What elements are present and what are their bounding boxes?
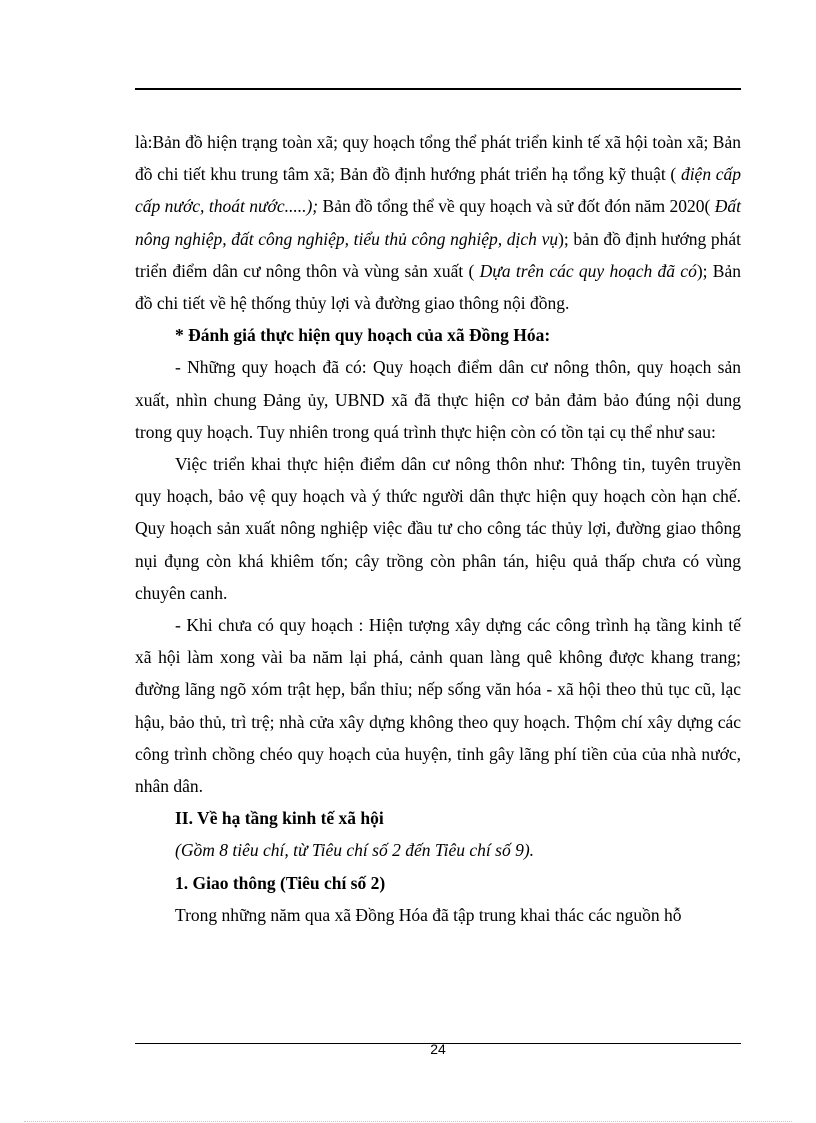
paragraph	[135, 834, 741, 866]
paragraph	[135, 609, 741, 802]
text-run: (Gồm 8 tiêu chí, từ Tiêu chí số 2 đến Tiêu chí số 9).	[175, 840, 535, 861]
paragraph	[135, 867, 741, 899]
text-run: Đất nông nghiệp, đất công nghiệp, tiểu thủ công nghiệp, dịch vụ	[135, 196, 741, 249]
paragraph	[135, 899, 741, 931]
paragraph	[135, 802, 741, 834]
text-run: * Đánh giá thực hiện quy hoạch của xã Đồng Hóa:	[175, 325, 551, 346]
text-run: II. Về hạ tầng kinh tế xã hội	[175, 808, 384, 829]
page-boundary	[24, 1121, 792, 1122]
paragraph	[135, 448, 741, 609]
paragraph	[135, 319, 741, 351]
text-run: Việc triển khai thực hiện điểm dân cư nông thôn như: Thông tin, tuyên truyền quy hoạch, bảo vệ quy hoạch và ý thức người dân thực hiện quy hoạch còn hạn chế. Quy hoạch sản xuất nông nghiệp việc đầu tư cho công tác thủy lợi, đường giao thông nụi đụng còn khá khiêm tốn; cây trồng còn phân tán, hiệu quả thấp chưa có vùng chuyên canh.	[135, 454, 741, 603]
page-number: 24	[430, 1041, 446, 1057]
text-run: điện cấp cấp nước, thoát nước.....);	[135, 164, 741, 217]
text-run: - Khi chưa có quy hoạch : Hiện tượng xây dựng các công trình hạ tầng kinh tế xã hội làm xong vài ba năm lại phá, cảnh quan làng quê không được khang trang; đường lãng ngõ xóm trật hẹp, bẩn thỉu; nếp sống văn hóa - xã hội theo thủ tục cũ, lạc hậu, bảo thủ, trì trệ; nhà cửa xây dựng không theo quy hoạch. Thộm chí xây dựng các công trình chồng chéo quy hoạch của huyện, tỉnh gây lãng phí tiền của của nhà nước, nhân dân.	[135, 615, 741, 797]
text-run: ); bản đồ định hướng phát triển điểm dân cư nông thôn và vùng sản xuất (	[135, 228, 741, 281]
text-run: là:Bản đồ hiện trạng toàn xã; quy hoạch tổng thể phát triển kinh tế xã hội toàn xã; Bản đồ chi tiết khu trung tâm xã; Bản đồ định hướng phát triển hạ tổng kỹ thuật (	[135, 132, 741, 185]
text-run: Bản đồ tổng thể về quy hoạch và sử đốt đón năm 2020(	[318, 196, 715, 217]
text-run: - Những quy hoạch đã có: Quy hoạch điểm dân cư nông thôn, quy hoạch sản xuất, nhìn chung Đảng ủy, UBND xã đã thực hiện cơ bản đảm bảo đúng nội dung trong quy hoạch. Tuy nhiên trong quá trình thực hiện còn có tồn tại cụ thể như sau:	[135, 357, 741, 442]
paragraph	[135, 351, 741, 448]
text-run: 1. Giao thông (Tiêu chí số 2)	[175, 872, 386, 893]
document-body	[135, 126, 741, 931]
paragraph	[135, 126, 741, 319]
text-run: ); Bản đồ chi tiết về hệ thống thủy lợi và đường giao thông nội đồng.	[135, 260, 741, 314]
text-run: Trong những năm qua xã Đồng Hóa đã tập trung khai thác các nguồn hỗ	[175, 904, 682, 925]
header-rule	[135, 88, 741, 90]
text-run: Dựa trên các quy hoạch đã có	[479, 260, 697, 281]
